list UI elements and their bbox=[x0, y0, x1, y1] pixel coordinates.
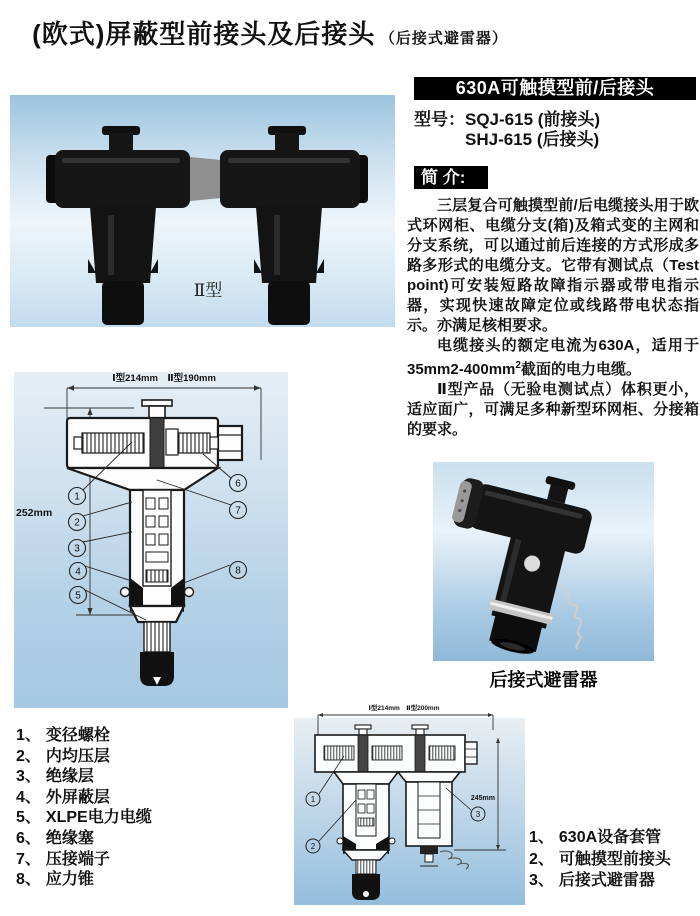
svg-text:2: 2 bbox=[74, 517, 80, 529]
assembly-drawing bbox=[294, 700, 525, 905]
intro-p2-post: 截面的电力电缆。 bbox=[520, 361, 641, 378]
model-label: 型号： bbox=[414, 110, 465, 129]
title-main: (欧式)屏蔽型前接头及后接头 bbox=[32, 19, 376, 49]
svg-text:3: 3 bbox=[74, 543, 80, 555]
arrester-photo bbox=[433, 462, 654, 661]
callout-8 bbox=[176, 562, 247, 587]
product-banner: 630A可触摸型前/后接头 bbox=[414, 77, 696, 100]
part-item-7: 7、 压接端子 bbox=[16, 850, 110, 868]
intro-paragraph-3: Ⅱ型产品（无验电测试点）体积更小，适应面广，可满足多种新型环网柜、分接箱的要求。 bbox=[407, 381, 699, 438]
parts-list bbox=[16, 726, 152, 891]
part-item-6: 6、 绝缘塞 bbox=[16, 829, 94, 847]
assembly-item-3: 3、 后接式避雷器 bbox=[529, 872, 655, 889]
intro-paragraph-2 bbox=[407, 336, 699, 380]
type2-caption: Ⅱ型 bbox=[193, 281, 223, 300]
assembly-diagram bbox=[294, 700, 525, 905]
svg-text:4: 4 bbox=[75, 566, 81, 578]
cross-section-drawing bbox=[14, 372, 288, 708]
title-note: （后接式避雷器） bbox=[379, 30, 508, 47]
page-title bbox=[20, 14, 520, 51]
cross-section-diagram bbox=[14, 372, 288, 708]
svg-text:7: 7 bbox=[235, 505, 241, 517]
intro-p2-sup: 2 bbox=[515, 360, 521, 371]
diagram2-width-dimension: Ⅰ型214mm Ⅱ型200mm bbox=[368, 705, 440, 712]
assembly-list bbox=[529, 827, 671, 892]
svg-text:5: 5 bbox=[75, 590, 81, 602]
svg-text:3: 3 bbox=[475, 810, 481, 819]
part-item-2: 2、 内均压层 bbox=[16, 747, 110, 765]
svg-text:2: 2 bbox=[310, 842, 316, 851]
model-block bbox=[414, 110, 600, 149]
part-item-5: 5、 XLPE电力电缆 bbox=[16, 809, 152, 827]
callout-4 bbox=[70, 563, 136, 583]
svg-text:6: 6 bbox=[235, 478, 241, 490]
arrester-caption: 后接式避雷器 bbox=[489, 670, 598, 690]
intro-p2-pre: 电缆接头的额定电流为630A，适用于35mm2-400mm bbox=[407, 337, 699, 378]
assembly-item-2: 2、 可触摸型前接头 bbox=[529, 850, 671, 868]
diagram1-width-dimension: Ⅰ型214mm Ⅱ型190mm bbox=[112, 373, 216, 384]
callout-3 bbox=[69, 532, 133, 557]
svg-text:8: 8 bbox=[235, 565, 241, 577]
type2-connectors-photo bbox=[10, 95, 395, 327]
part-item-3: 3、 绝缘层 bbox=[16, 768, 94, 786]
part-item-1: 1、 变径螺栓 bbox=[16, 727, 110, 744]
svg-text:1: 1 bbox=[74, 491, 80, 503]
svg-text:1: 1 bbox=[310, 795, 316, 804]
intro-text bbox=[407, 196, 699, 440]
assembly-item-1: 1、 630A设备套管 bbox=[529, 829, 662, 846]
model-front: SQJ-615 (前接头) bbox=[465, 110, 601, 129]
diagram1-height-dimension: 252mm bbox=[16, 507, 53, 519]
part-item-4: 4、 外屏蔽层 bbox=[16, 788, 110, 806]
arrester-illustration bbox=[433, 462, 654, 661]
model-rear: SHJ-615 (后接头) bbox=[465, 129, 600, 149]
part-item-8: 8、 应力锥 bbox=[16, 871, 94, 889]
intro-heading: 简 介: bbox=[414, 166, 488, 189]
intro-paragraph-1: 三层复合可触摸型前/后电缆接头用于欧式环网柜、电缆分支(箱)及箱式变的主网和分支系统，可以通过前后连接的方式形成多路多形式的电缆分支。它带有测试点（Test point)可安装短路故障指示器或带电指示器，实现快速故障定位或线路带电状态指示。亦满足核相要求。 bbox=[407, 197, 699, 334]
callout-2 bbox=[69, 502, 133, 531]
diagram2-height-dimension: 245mm bbox=[470, 795, 495, 802]
